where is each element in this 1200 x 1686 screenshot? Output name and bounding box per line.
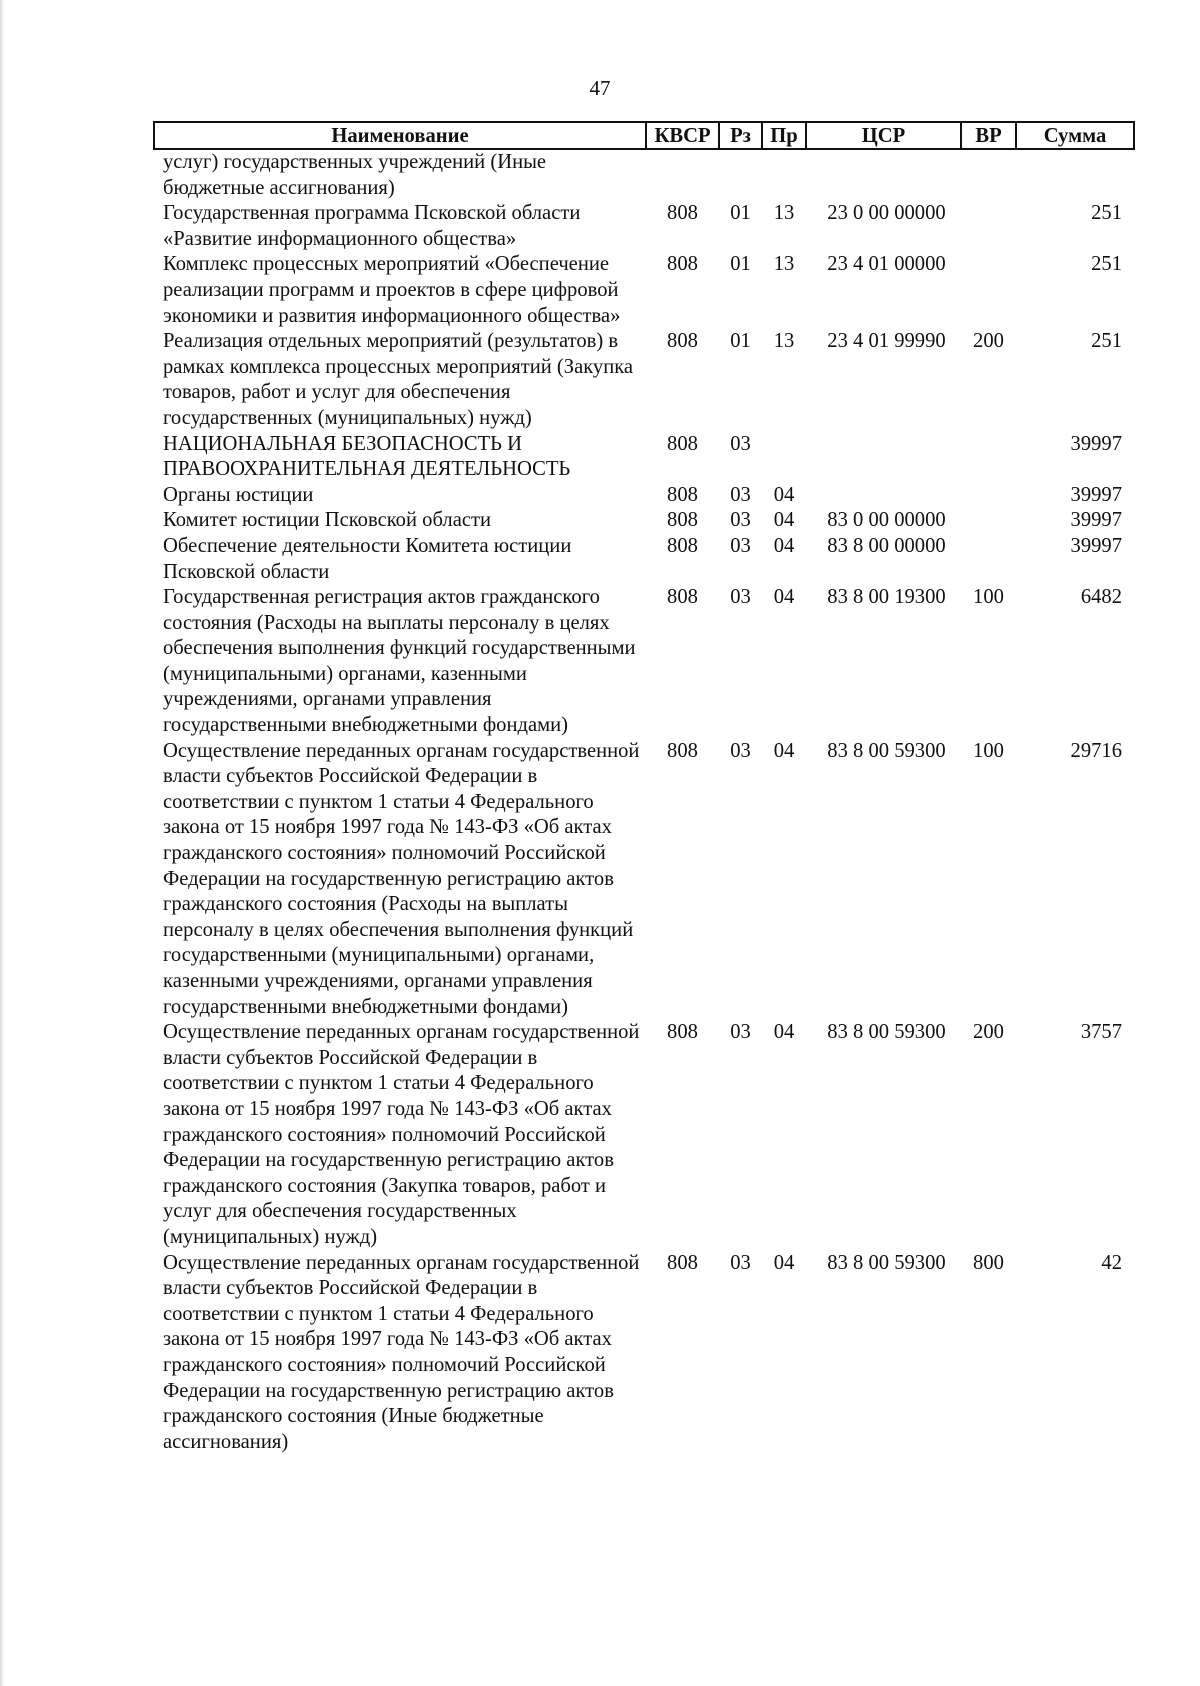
cell-sum xyxy=(1016,149,1134,201)
table-row xyxy=(154,329,1134,431)
cell-rz: 01 xyxy=(730,253,751,276)
column-header-vr: ВР xyxy=(961,122,1016,149)
cell-vr xyxy=(961,534,1016,585)
cell-pr: 04 xyxy=(773,586,795,609)
cell-pr: 13 xyxy=(773,253,795,276)
cell-rz: 03 xyxy=(730,432,751,455)
cell-rz: 03 xyxy=(730,586,751,609)
cell-kvsr: 808 xyxy=(667,1021,698,1044)
cell-kvsr: 808 xyxy=(667,586,698,609)
cell-pr xyxy=(762,432,806,483)
cell-csr: 83 8 00 00000 xyxy=(827,534,946,557)
table-row xyxy=(154,585,1134,739)
cell-pr: 04 xyxy=(773,739,795,762)
cell-csr xyxy=(806,483,961,509)
cell-rz: 03 xyxy=(730,509,751,532)
cell-name: Комитет юстиции Псковской области xyxy=(163,509,491,532)
cell-kvsr: 808 xyxy=(667,739,698,762)
cell-pr: 04 xyxy=(773,1021,795,1044)
table-body xyxy=(154,149,1134,1455)
cell-vr xyxy=(961,252,1016,329)
page-number: 47 xyxy=(589,76,611,100)
cell-csr: 23 0 00 00000 xyxy=(827,202,946,225)
cell-rz: 03 xyxy=(730,1021,751,1044)
cell-vr: 200 xyxy=(973,1021,1004,1044)
cell-csr: 83 8 00 19300 xyxy=(827,586,946,609)
scan-edge xyxy=(0,0,6,1686)
cell-name: Осуществление переданных органам государственной власти субъектов Российской Федерации в соответствии с пунктом 1 статьи 4 Федерального закона от 15 ноября 1997 года № 143-ФЗ «Об актах гражданского состояния» полномочий Российской Федерации на государственную регистрацию актов гражданского состояния (Иные бюджетные ассигнования) xyxy=(163,1251,640,1453)
cell-pr: 13 xyxy=(773,202,795,225)
column-header-name: Наименование xyxy=(154,122,646,149)
cell-name: Комплекс процессных мероприятий «Обеспечение реализации программ и проектов в сфере цифровой экономики и развития информационного общества» xyxy=(163,253,621,327)
cell-pr: 13 xyxy=(773,330,795,353)
cell-kvsr: 808 xyxy=(667,509,698,532)
cell-sum: 251 xyxy=(1091,330,1122,353)
column-header-rz: Рз xyxy=(719,122,762,149)
cell-vr xyxy=(961,201,1016,252)
cell-sum: 42 xyxy=(1101,1251,1122,1274)
cell-vr xyxy=(961,149,1016,201)
cell-sum: 251 xyxy=(1091,253,1122,276)
cell-vr xyxy=(961,483,1016,509)
table-row xyxy=(154,252,1134,329)
cell-kvsr: 808 xyxy=(667,534,698,557)
cell-name: Обеспечение деятельности Комитета юстиции Псковской области xyxy=(163,534,572,583)
cell-kvsr: 808 xyxy=(667,330,698,353)
cell-kvsr: 808 xyxy=(667,1251,698,1274)
cell-kvsr: 808 xyxy=(667,432,698,455)
cell-sum: 39997 xyxy=(1070,534,1122,557)
budget-table xyxy=(153,121,1135,1455)
column-header-sum: Сумма xyxy=(1016,122,1134,149)
cell-csr: 83 0 00 00000 xyxy=(827,509,946,532)
cell-rz: 03 xyxy=(730,1251,751,1274)
cell-csr: 23 4 01 00000 xyxy=(827,253,946,276)
cell-name: Осуществление переданных органам государственной власти субъектов Российской Федерации в соответствии с пунктом 1 статьи 4 Федерального закона от 15 ноября 1997 года № 143-ФЗ «Об актах гражданского состояния» полномочий Российской Федерации на государственную регистрацию актов гражданского состояния (Расходы на выплаты персоналу в целях обеспечения выполнения функций государственными (муниципальными) органами, казенными учреждениями, органами управления государственными внебюджетными фондами) xyxy=(163,739,640,1018)
cell-csr: 83 8 00 59300 xyxy=(827,1021,946,1044)
cell-name: Осуществление переданных органам государственной власти субъектов Российской Федерации в соответствии с пунктом 1 статьи 4 Федерального закона от 15 ноября 1997 года № 143-ФЗ «Об актах гражданского состояния» полномочий Российской Федерации на государственную регистрацию актов гражданского состояния (Закупка товаров, работ и услуг для обеспечения государственных (муниципальных) нужд) xyxy=(163,1021,640,1248)
table-row xyxy=(154,483,1134,509)
cell-sum: 6482 xyxy=(1080,586,1122,609)
table-row xyxy=(154,1251,1134,1456)
cell-sum: 39997 xyxy=(1070,509,1122,532)
cell-name: услуг) государственных учреждений (Иные бюджетные ассигнования) xyxy=(163,151,547,199)
cell-rz: 03 xyxy=(730,534,751,557)
cell-rz: 03 xyxy=(730,739,751,762)
cell-vr xyxy=(961,508,1016,534)
cell-sum: 3757 xyxy=(1080,1021,1122,1044)
cell-name: НАЦИОНАЛЬНАЯ БЕЗОПАСНОСТЬ И ПРАВООХРАНИТЕЛЬНАЯ ДЕЯТЕЛЬНОСТЬ xyxy=(163,432,571,481)
cell-csr: 83 8 00 59300 xyxy=(827,1251,946,1274)
cell-vr: 800 xyxy=(973,1251,1004,1274)
cell-rz: 01 xyxy=(730,330,751,353)
column-header-pr: Пр xyxy=(762,122,806,149)
cell-vr xyxy=(961,432,1016,483)
cell-pr: 04 xyxy=(773,509,795,532)
cell-csr: 83 8 00 59300 xyxy=(827,739,946,762)
cell-pr: 04 xyxy=(773,483,795,506)
cell-sum: 29716 xyxy=(1070,739,1122,762)
table-row xyxy=(154,1020,1134,1250)
cell-kvsr xyxy=(646,149,719,201)
cell-csr xyxy=(806,432,961,483)
cell-vr: 200 xyxy=(973,330,1004,353)
table-row xyxy=(154,534,1134,585)
table-row xyxy=(154,432,1134,483)
table-row xyxy=(154,739,1134,1021)
cell-pr: 04 xyxy=(773,1251,795,1274)
cell-pr: 04 xyxy=(773,534,795,557)
cell-kvsr: 808 xyxy=(667,483,698,506)
cell-vr: 100 xyxy=(973,586,1004,609)
cell-rz: 03 xyxy=(730,483,751,506)
cell-csr: 23 4 01 99990 xyxy=(827,330,946,353)
cell-vr: 100 xyxy=(973,739,1004,762)
cell-sum: 39997 xyxy=(1070,432,1122,455)
cell-rz: 01 xyxy=(730,202,751,225)
cell-name: Реализация отдельных мероприятий (результатов) в рамках комплекса процессных мероприятий (Закупка товаров, работ и услуг для обеспечения государственных (муниципальных) нужд) xyxy=(163,330,634,429)
cell-name: Органы юстиции xyxy=(163,483,314,506)
table-row xyxy=(154,201,1134,252)
table-row xyxy=(154,149,1134,201)
cell-csr xyxy=(806,149,961,201)
cell-kvsr: 808 xyxy=(667,253,698,276)
cell-kvsr: 808 xyxy=(667,202,698,225)
column-header-csr: ЦСР xyxy=(806,122,961,149)
table-header xyxy=(154,122,1134,149)
cell-rz xyxy=(719,149,762,201)
column-header-kvsr: КВСР xyxy=(646,122,719,149)
cell-name: Государственная регистрация актов гражданского состояния (Расходы на выплаты персоналу в целях обеспечения выполнения функций государственными (муниципальными) органами, казенными учреждениями, органами управления государственными внебюджетными фондами) xyxy=(163,586,636,737)
cell-sum: 251 xyxy=(1091,202,1122,225)
table-row xyxy=(154,508,1134,534)
cell-sum: 39997 xyxy=(1070,483,1122,506)
cell-pr xyxy=(762,149,806,201)
cell-name: Государственная программа Псковской области «Развитие информационного общества» xyxy=(163,202,581,250)
